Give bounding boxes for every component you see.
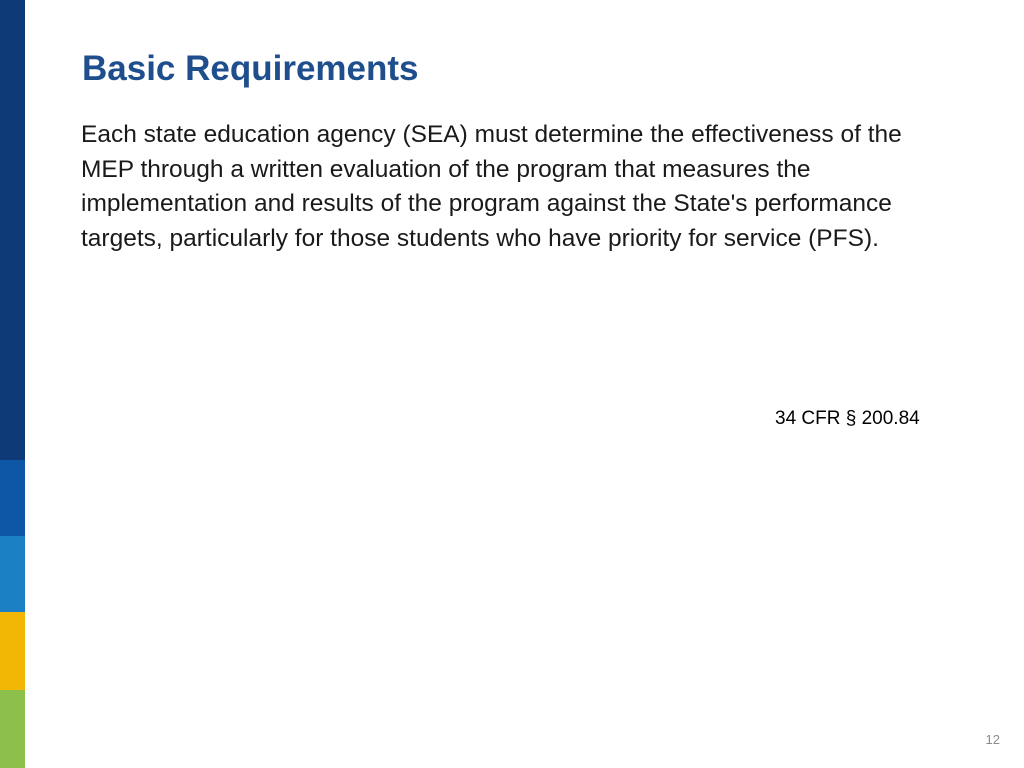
side-bar-yellow-segment bbox=[0, 612, 25, 690]
side-bar-navy-segment bbox=[0, 0, 25, 460]
regulation-citation: 34 CFR § 200.84 bbox=[775, 408, 920, 429]
side-bar-light-blue-segment bbox=[0, 536, 25, 612]
side-bar-blue-segment bbox=[0, 460, 25, 536]
side-bar-green-segment bbox=[0, 690, 25, 768]
side-accent-bar bbox=[0, 0, 25, 768]
slide-title: Basic Requirements bbox=[82, 49, 419, 88]
slide-body-text: Each state education agency (SEA) must determine the effectiveness of the MEP through a written evaluation of the program that measures the implementation and results of the program against the State's performance targets, particularly for those students who have priority for service (PFS). bbox=[81, 121, 902, 252]
page-number: 12 bbox=[985, 732, 1000, 747]
